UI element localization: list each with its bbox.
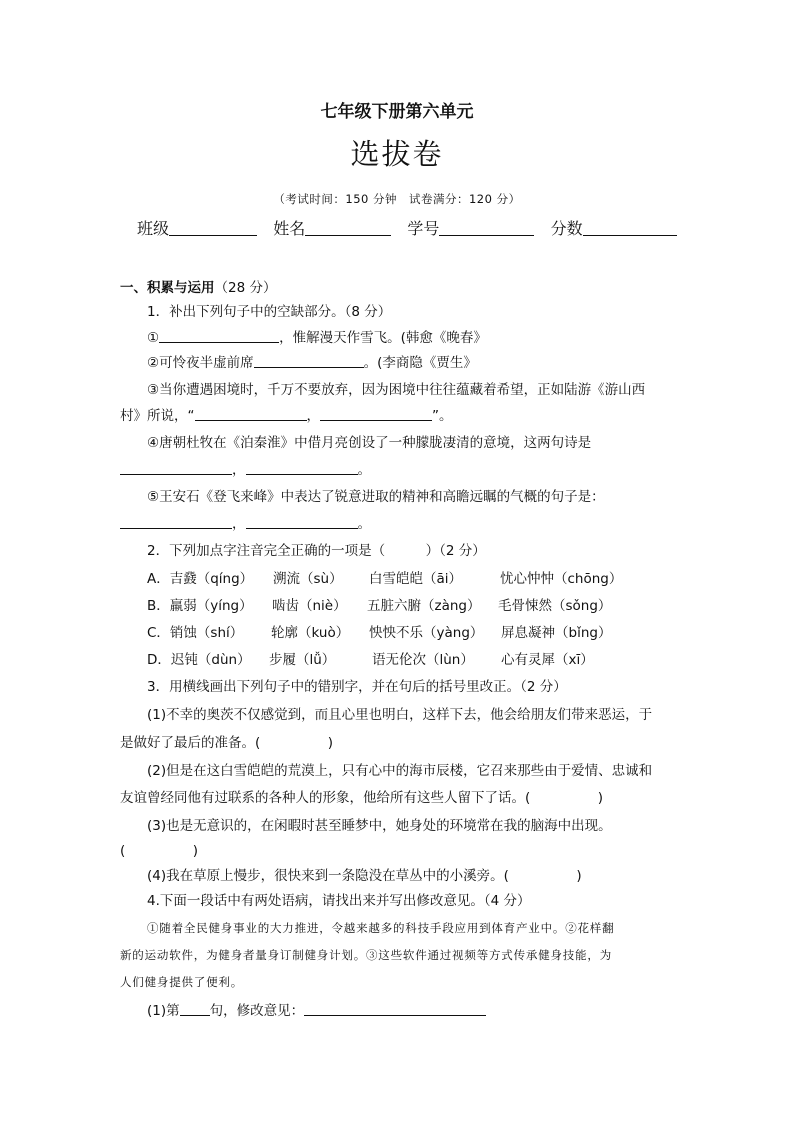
q3-s3a: (3)也是无意识的，在闲暇时甚至睡梦中，她身处的环境常在我的脑海中出现。 (147, 818, 612, 834)
q4-stem: 4.下面一段话中有两处语病，请找出来并写出修改意见。（4 分） (147, 893, 531, 909)
answer-blank[interactable] (320, 406, 432, 421)
q2-option-b-4: 毛骨悚然（sǒng） (498, 598, 612, 614)
q1-line5a: ⑤王安石《登飞来峰》中表达了锐意进取的精神和高瞻远瞩的气概的句子是： (147, 489, 605, 505)
section-points: （28 分） (214, 280, 277, 296)
name-label: 姓名 (273, 219, 306, 238)
section-heading (120, 278, 276, 298)
answer-blank[interactable] (246, 514, 358, 529)
answer-blank[interactable] (120, 514, 232, 529)
class-label: 班级 (137, 219, 170, 238)
exam-subtitle: 七年级下册第六单元 (320, 102, 474, 122)
q4-answer-1: (1)第 句，修改意见： (147, 1001, 486, 1021)
score-label: 分数 (550, 219, 583, 238)
q4-passage-1: ①随着全民健身事业的大力推进，令越来越多的科技手段应用到体育产业中。②花样翻 (147, 921, 615, 935)
q2-stem: 2．下列加点字注音完全正确的一项是（ ）（2 分） (147, 543, 486, 559)
q2-option-a-4: 忧心忡忡（chōng） (500, 571, 623, 587)
q3-stem: 3．用横线画出下列句子中的错别字，并在句后的括号里改正。（2 分） (147, 679, 567, 695)
q2-option-a-3: 白雪皑皑（āi） (369, 571, 463, 587)
name-field[interactable] (305, 219, 391, 236)
section-title: 一、积累与运用 (120, 280, 215, 296)
q3-s2b: 友谊曾经同他有过联系的各种人的形象，他给所有这些人留下了话。( ) (120, 790, 604, 806)
q2-option-d-3: 语无伦次（lùn） (372, 652, 474, 668)
q1-line2: ②可怜夜半虚前席 。(李商隐《贾生》 (147, 355, 477, 371)
q3-s4: (4)我在草原上慢步，很快来到一条隐没在草丛中的小溪旁。( ) (147, 868, 582, 884)
answer-blank[interactable] (254, 353, 364, 368)
q2-option-c-1: C．销蚀（shí） (147, 625, 244, 641)
q2-option-a-2: 溯流（sù） (273, 571, 343, 587)
q3-s3b: ( ) (120, 843, 199, 859)
q4-passage-3: 人们健身提供了便利。 (120, 975, 243, 989)
score-field[interactable] (583, 219, 677, 236)
q3-s2a: (2)但是在这白雪皑皑的荒漠上，只有心中的海市辰楼，它召来那些由于爱情、忠诚和 (147, 763, 653, 779)
q2-option-d-1: D．迟钝（dùn） (147, 652, 251, 668)
q2-option-c-2: 轮廓（kuò） (271, 625, 350, 641)
q2-option-b-2: 啮齿（niè） (272, 598, 347, 614)
q2-option-b-3: 五脏六腑（zàng） (367, 598, 481, 614)
q3-s1a: (1)不幸的奥茨不仅感觉到，而且心里也明白，这样下去，他会给朋友们带来恶运，于 (147, 707, 653, 723)
q2-option-d-2: 步履（lǚ） (269, 652, 336, 668)
q1-line4b: ， 。 (120, 460, 371, 480)
answer-blank[interactable] (246, 460, 358, 475)
q1-line3a: ③当你遭遇困境时，千万不要放弃，因为困境中往往蕴藏着希望，正如陆游《游山西 (147, 382, 646, 398)
student-id-field[interactable] (439, 219, 534, 236)
q2-option-c-3: 怏怏不乐（yàng） (369, 625, 484, 641)
q2-option-d-4: 心有灵犀（xī） (501, 652, 594, 668)
q2-option-a-1: A．吉鼗（qíng） (147, 571, 254, 587)
q1-line4a: ④唐朝杜牧在《泊秦淮》中借月亮创设了一种朦胧凄清的意境，这两句诗是 (147, 435, 592, 451)
class-field[interactable] (169, 219, 257, 236)
id-label: 学号 (407, 219, 440, 238)
exam-time-note: （考试时间：150 分钟 试卷满分：120 分） (273, 192, 521, 206)
q2-option-c-4: 屏息凝神（bǐng） (501, 625, 612, 641)
revision-blank[interactable] (304, 1001, 486, 1016)
q1-line1: ① ，惟解漫天作雪飞。(韩愈《晚春》 (147, 330, 487, 346)
q1-stem: 1．补出下列句子中的空缺部分。（8 分） (147, 304, 392, 320)
q2-option-b-1: B．羸弱（yíng） (147, 598, 253, 614)
answer-blank[interactable] (120, 460, 232, 475)
q3-s1b: 是做好了最后的准备。( ) (120, 735, 334, 751)
answer-blank[interactable] (195, 406, 307, 421)
exam-title: 选拔卷 (350, 137, 444, 171)
q1-line5b: ， 。 (120, 514, 371, 534)
sentence-number-blank[interactable] (180, 1001, 210, 1016)
q1-line3b: 村》所说，“ ， ”。 (120, 408, 453, 424)
answer-blank[interactable] (159, 328, 279, 343)
student-info-row (137, 216, 677, 239)
q4-passage-2: 新的运动软件，为健身者量身订制健身计划。③这些软件通过视频等方式传承健身技能，为 (120, 948, 612, 962)
